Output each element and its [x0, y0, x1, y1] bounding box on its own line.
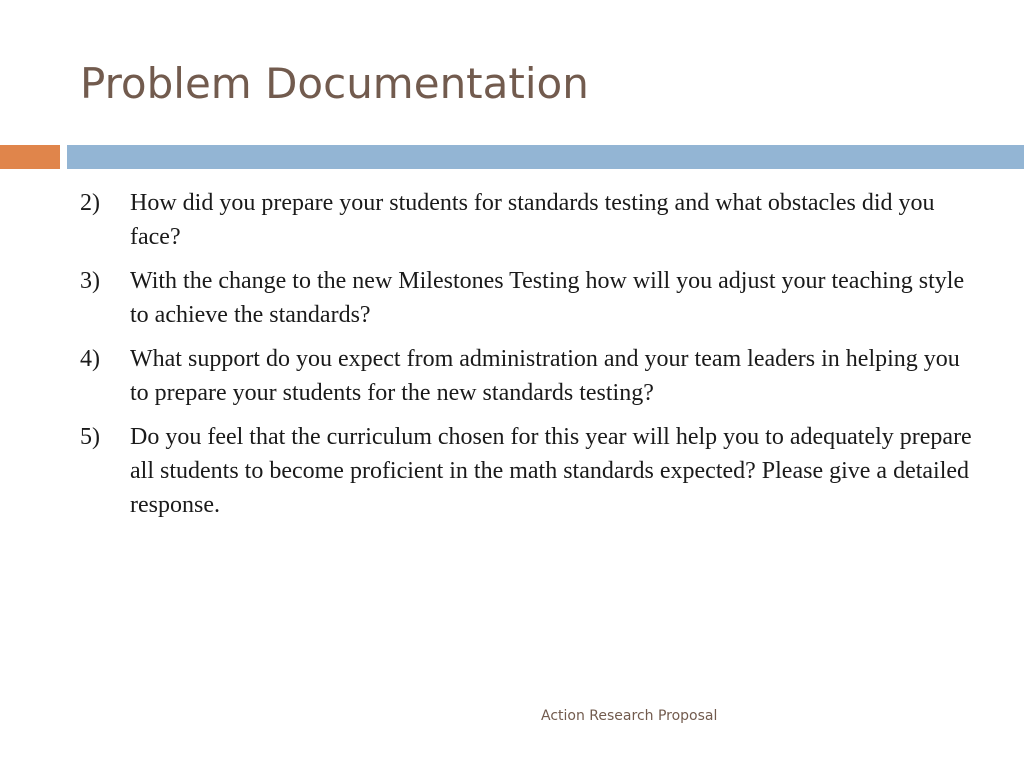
list-item [80, 342, 980, 410]
footer-text: Action Research Proposal [541, 708, 718, 724]
list-item [80, 420, 980, 522]
list-item [80, 186, 980, 254]
slide-title: Problem Documentation [80, 59, 589, 108]
question-text: How did you prepare your students for standards testing and what obstacles did you face? [130, 190, 935, 250]
accent-band-blue [67, 145, 1024, 169]
question-number: 5) [80, 424, 100, 450]
question-number: 4) [80, 346, 100, 372]
question-text: What support do you expect from administration and your team leaders in helping you to prepare your students for the new standards testing? [130, 346, 960, 406]
question-text: With the change to the new Milestones Testing how will you adjust your teaching style to achieve the standards? [130, 268, 965, 328]
list-item [80, 264, 980, 332]
question-text: Do you feel that the curriculum chosen for this year will help you to adequately prepare all students to become proficient in the math standards expected? Please give a detailed response. [130, 424, 972, 518]
question-list [80, 186, 980, 532]
question-number: 3) [80, 268, 100, 294]
accent-band-orange [0, 145, 60, 169]
question-number: 2) [80, 190, 100, 216]
